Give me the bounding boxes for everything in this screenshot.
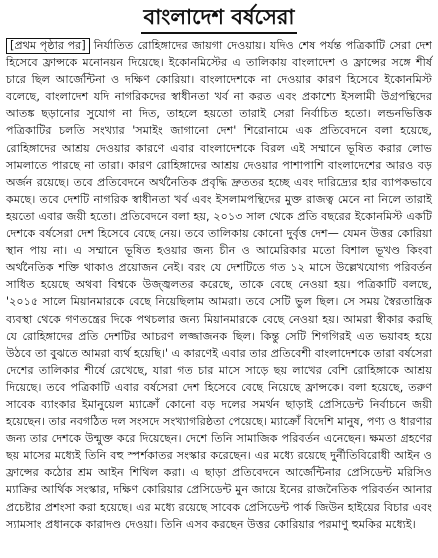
headline-container — [6, 3, 432, 34]
headline: বাংলাদেশ বর্ষসেরা — [141, 3, 298, 34]
continued-from-page-label: [প্রথম পৃষ্ঠার পর] — [6, 38, 90, 54]
article-body-paragraph — [6, 37, 432, 533]
article-body-text: নির্যাতিত রোহিঙ্গাদের জায়গা দেওয়ায়। যদিও শেষ পর্যন্ত পত্রিকাটি সেরা দেশ হিসেবে ফ্রান্সকে মনোনয়ন দিয়েছে। ইকোনমিস্টের এ তালিকায় বাংলাদেশ ও ফ্রান্সের সঙ্গে শীর্ষ চারে ছিল আর্জেন্টিনা ও দক্ষিণ কোরিয়া। বাংলাদেশকে না দেওয়ার কারণ হিসেবে ইকোনমিস্ট বলেছে, বাংলাদেশ যদি নাগরিকদের স্বাধীনতা খর্ব না করত এবং প্রকাশ্যে ইসলামী উগ্রপন্থিদের আতঙ্ক ছড়ানোর সুযোগ না দিত, তাহলে হয়তো তারাই সেরা নির্বাচিত হতো। লন্ডনভিত্তিক পত্রিকাটির চলতি সংখ্যার 'সমাইং জাগানো দেশ' শিরোনামে এক প্রতিবেদনে বলা হয়েছে, রোহিঙ্গাদের আশ্রয় দেওয়ার কারণে এবার বাংলাদেশকে বিরল এই সম্মানে ভূষিত করার লোভ সামলাতে পারছে না তারা। কারণ রোহিঙ্গাদের আশ্রয় দেওয়ার পাশাপাশি বাংলাদেশের আরও বড় অর্জন রয়েছে। তবে প্রতিবেদনে অর্থনৈতিক প্রবৃদ্ধি দ্রুততর হচ্ছে এবং দারিদ্র্যের হার ব্যাপকভাবে কমছে। তবে দেশটি নাগরিক স্বাধীনতা খর্ব এবং ইসলামপন্থিদের মুক্ত রাজত্ব মেনে না নিলে তারাই হয়তো এবার জয়ী হতো। প্রতিবেদনে বলা হয়, ২০১৩ সাল থেকে প্রতি বছরের ইকোনমিস্ট একটি দেশকে বর্ষসেরা দেশ হিসেবে বেছে নেয়। তবে তালিকায় কোনো দুর্বৃত্ত দেশ— যেমন উত্তর কোরিয়া স্থান পায় না। এ সম্মানে ভূষিত হওয়ার জন্য চীন ও আমেরিকার মতো বিশাল ভূখণ্ড কিংবা অর্থনৈতিক শক্তি থাকাও প্রয়োজন নেই। বরং যে দেশটিতে গত ১২ মাসে উল্লেখযোগ্য পরিবর্তন সাধিত হয়েছে অথবা বিশ্বকে উজ্জ্বলতর করেছে, তাকে বেছে নেওয়া হয়। পত্রিকাটি বলছে, '২০১৫ সালে মিয়ানমারকে বেছে নিয়েছিলাম আমরা। তবে সেটি ভুল ছিল। সে সময় স্বৈরতান্ত্রিক ব্যবস্থা থেকে গণতন্ত্রের দিকে পথচলার জন্য মিয়ানমারকে বেছে নেওয়া হয়। আমরা স্বীকার করছি যে রোহিঙ্গাদের প্রতি দেশটির আচরণ লজ্জাজনক ছিল। কিন্তু সেটি শিগগিরই এত ভয়াবহ হয়ে উঠবে তা বুঝতে আমরা ব্যর্থ হয়েছি।' এ কারণেই এবার তার প্রতিবেশী বাংলাদেশকে তারা বর্ষসেরা দেশের তালিকার শীর্ষে রেখেছে, যারা গত চার মাসে সাড়ে ছয় লাখের বেশি রোহিঙ্গাকে আশ্রয় দিয়েছে। তবে পত্রিকাটি এবার বর্ষসেরা দেশ হিসেবে বেছে নিয়েছে ফ্রান্সকে। বলা হয়েছে, তরুণ সাবেক ব্যাংকার ইমানুয়েল ম্যাক্রোঁ কোনো বড় দলের সমর্থন ছাড়াই প্রেসিডেন্ট নির্বাচনে জয়ী হয়েছেন। তার নবগঠিত দল সংসদে সংখ্যাগরিষ্ঠতা পেয়েছে। ম্যাক্রোঁ বিদেশি মানুষ, পণ্য ও ধারণার জন্য তার দেশকে উন্মুক্ত করে দিয়েছেন। দেশে তিনি সামাজিক পরিবর্তন এনেছেন। ক্ষমতা গ্রহণের ছয় মাসের মধ্যেই তিনি বহু স্পর্শকাতর সংস্কার করেছেন। এর মধ্যে রয়েছে দুর্নীতিবিরোধী আইন ও ফ্রান্সের কঠোর শ্রম আইন শিথিল করা। এ ছাড়া প্রতিবেদনে আর্জেন্টিনার প্রেসিডেন্ট মরিসিও ম্যাক্রির আর্থিক সংস্কার, দক্ষিণ কোরিয়ার প্রেসিডেন্ট মুন জায়ে ইনের রাজনৈতিক পরিবর্তন আনার প্রচেষ্টার প্রশংসা করা হয়েছে। এর মধ্যে রয়েছে সাবেক প্রেসিডেন্ট পার্ক জিউন হাইয়ের বিচার এবং স্যামসাং প্রধানকে কারাদণ্ড দেওয়া। তিনি এসব করছেন উত্তর কোরিয়ার পরমাণু হুমকির মধ্যেই। — [6, 39, 432, 531]
